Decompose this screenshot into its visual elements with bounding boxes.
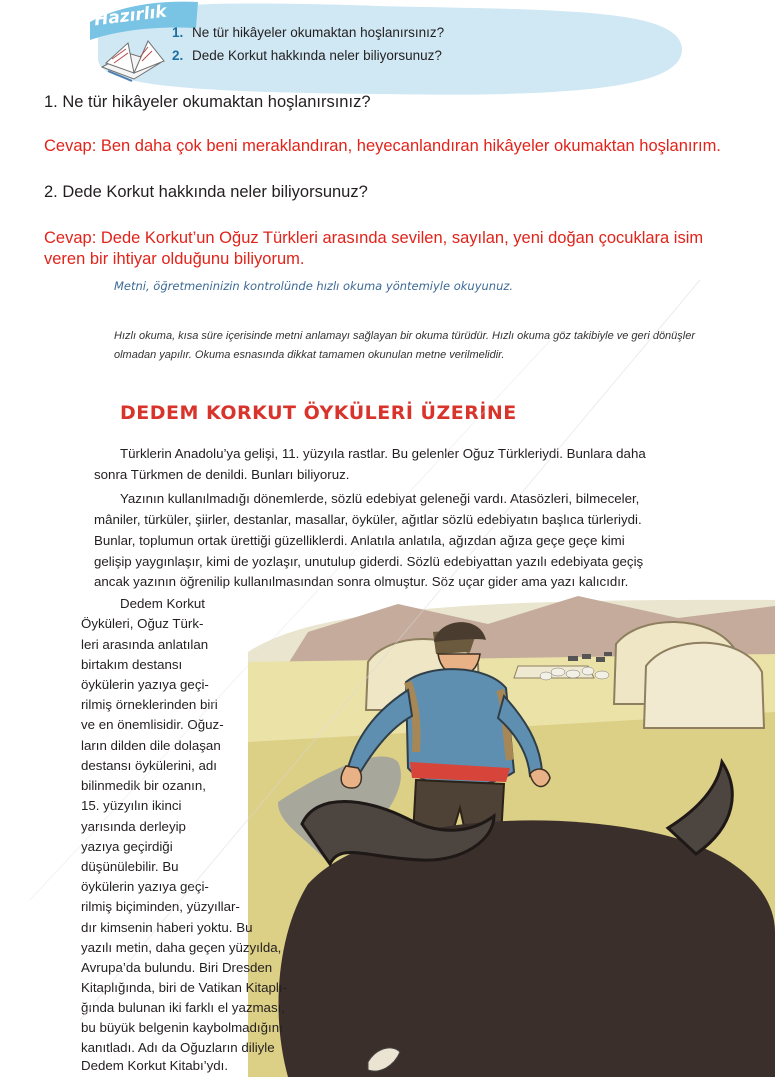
column-line-7: ve en önemlisidir. Oğuz- [81,717,224,732]
story-line-5: Bunlar, toplumun ortak ürettiği güzelliklerdi. Anlatıla anlatıla, ağızdan ağıza geçe geçe kimi [94,533,625,548]
column-line-2: Öyküleri, Oğuz Türk- [81,616,204,631]
column-line-3: leri arasında anlatılan [81,637,209,652]
column-line-14: düşünülebilir. Bu [81,859,179,874]
speed-reading-note-line-2: olmadan yapılır. Okuma esnasında dikkat tamamen okunulan metne verilmelidir. [114,349,505,361]
column-line-4: birtakım destansı [81,657,183,672]
column-line-23: kanıtladı. Adı da Oğuzların diliyle [81,1040,275,1055]
column-line-9: destansı öykülerini, adı [81,758,218,773]
column-line-21: ğında bulunan iki farklı el yazması, [81,1000,285,1015]
answer-1: Cevap: Ben daha çok beni meraklandıran, heyecanlandıran hikâyeler okumaktan hoşlanırım. [44,137,721,155]
story-title: DEDEM KORKUT ÖYKÜLERİ ÜZERİNE [120,402,517,424]
column-line-8: ların dilden dile dolaşan [81,738,221,753]
story-line-4: mâniler, türküler, şiirler, destanlar, masallar, öyküler, ağıtlar sözlü edebiyatın başlıca türleriydi. [94,512,642,527]
column-line-15: öykülerin yazıya geçi- [81,879,209,894]
column-line-16: rilmiş biçiminden, yüzyıllar- [81,899,240,914]
column-line-20: Kitaplığında, biri de Vatikan Kitaplı- [81,980,287,995]
column-line-5: öykülerin yazıya geçi- [81,677,209,692]
answer-2-line-2: veren bir ihtiyar olduğunu biliyorum. [44,250,305,268]
question-2: 2. Dede Korkut hakkında neler biliyorsunuz? [44,183,368,201]
reading-instruction: Metni, öğretmeninizin kontrolünde hızlı okuma yöntemiyle okuyunuz. [114,279,514,293]
column-line-24: Dedem Korkut Kitabı’ydı. [81,1058,229,1073]
column-line-18: yazılı metin, daha geçen yüzyılda, [81,940,282,955]
story-line-7: ancak yazının öğrenilip kullanılmasından sonra olmuştur. Söz uçar gider ama yazı kalıcıdır. [94,574,629,589]
column-line-1: Dedem Korkut [120,596,205,611]
column-line-22: bu büyük belgenin kaybolmadığını [81,1020,283,1035]
story-line-3: Yazının kullanılmadığı dönemlerde, sözlü edebiyat geleneği vardı. Atasözleri, bilmeceler, [120,491,640,506]
preparation-question-1: 1. Ne tür hikâyeler okumaktan hoşlanırsınız? [172,25,445,40]
column-line-12: yarısında derleyip [81,819,186,834]
story-line-6: gelişip yaygınlaşır, kimi de yozlaşır, unutulup giderdi. Sözlü edebiyattan yazılı edebiyata geçiş [94,554,644,569]
story-line-1: Türklerin Anadolu’ya gelişi, 11. yüzyıla rastlar. Bu gelenler Oğuz Türkleriydi. Bunlara daha [120,446,646,461]
column-line-17: dır kimsenin haberi yoktu. Bu [81,920,253,935]
preparation-question-2: 2. Dede Korkut hakkında neler biliyorsunuz? [172,48,442,63]
column-line-19: Avrupa’da bulundu. Biri Dresden [81,960,273,975]
preparation-title: Hazırlık [93,1,168,31]
story-line-2: sonra Türkmen de denildi. Bunları biliyoruz. [94,467,350,482]
speed-reading-note-line-1: Hızlı okuma, kısa süre içerisinde metni anlamayı sağlayan bir okuma türüdür. Hızlı okuma göz takibiyle ve geri dönüşler [114,330,696,342]
answer-2-line-1: Cevap: Dede Korkut’un Oğuz Türkleri arasında sevilen, sayılan, yeni doğan çocuklara isim [44,229,704,247]
question-1: 1. Ne tür hikâyeler okumaktan hoşlanırsınız? [44,93,371,111]
column-line-11: 15. yüzyılın ikinci [81,798,182,813]
books-icon [98,33,168,83]
column-line-10: bilinmedik bir ozanın, [81,778,206,793]
column-line-13: yazıya geçirdiği [81,839,173,854]
steppe-hunter-illustration [248,592,775,1077]
column-line-6: rilmiş örneklerinden biri [81,697,218,712]
